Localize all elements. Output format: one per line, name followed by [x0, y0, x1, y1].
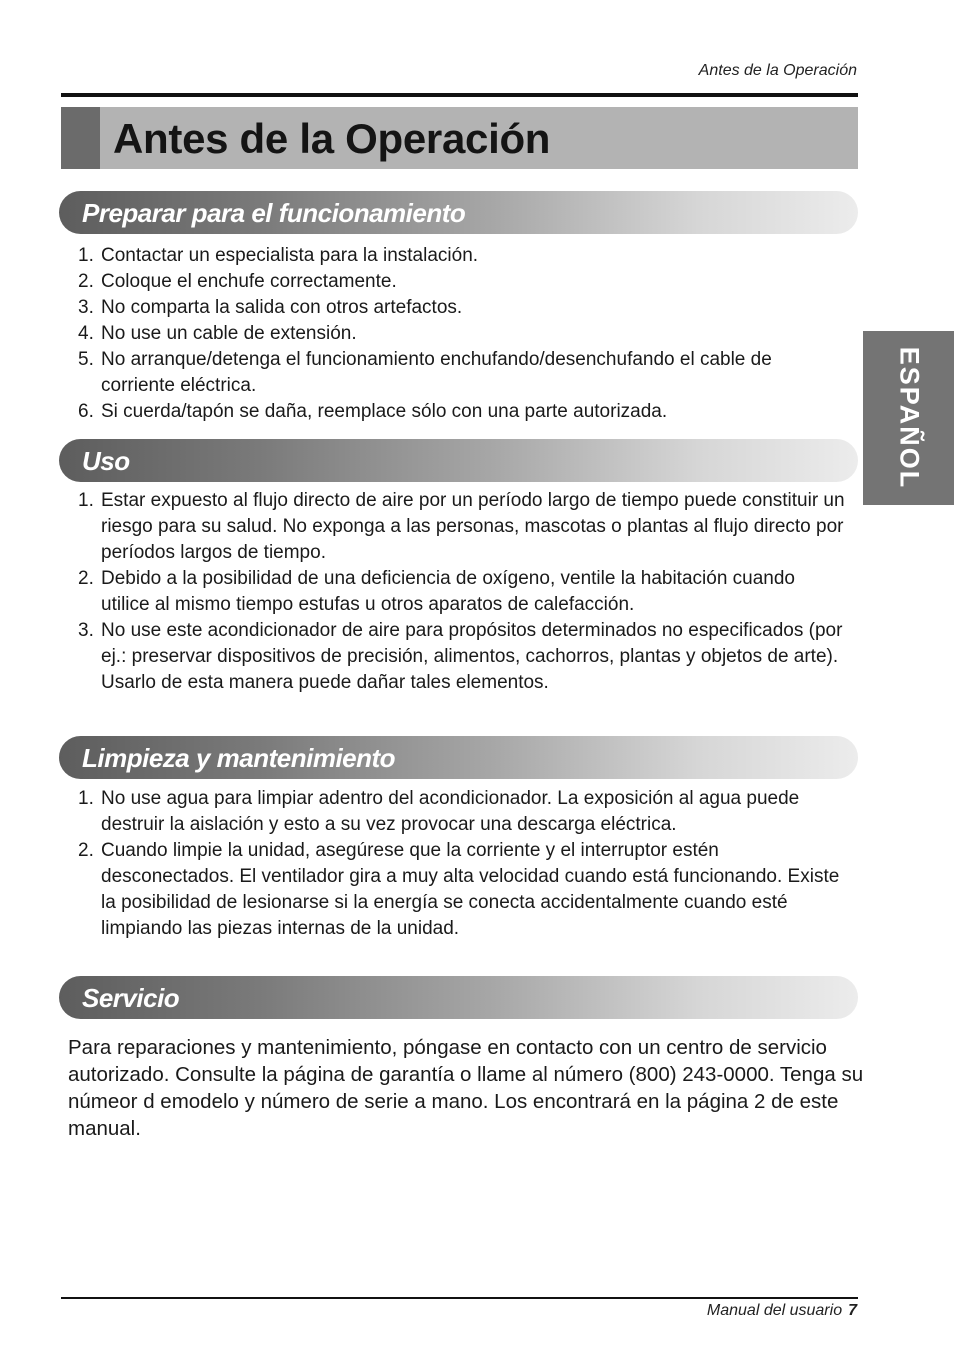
list-item: 2. Cuando limpie la unidad, asegúrese que la corriente y el interruptor estén desconectados. El ventilador gira a muy alta velocidad cuando está funcionando. Existe la posibilidad de lesionarse si la energía se conecta accidentalmente cuando esté limpiando las piezas internas de la unidad. [78, 840, 840, 939]
section-bar-servicio [59, 976, 858, 1019]
section-bar-preparar [59, 191, 858, 234]
list-uso [78, 488, 848, 696]
list-item: 6. Si cuerda/tapón se daña, reemplace sólo con una parte autorizada. [78, 401, 668, 422]
title-bar [61, 107, 858, 169]
list-item: 4. No use un cable de extensión. [78, 323, 357, 344]
side-tab [863, 331, 954, 505]
service-paragraph: Para reparaciones y mantenimiento, póngase en contacto con un centro de servicio autorizado. Consulte la página de garantía o llame al número (800) 243-0000. Tenga su númeor d emodelo y número de serie a mano. Los encontrará en la página 2 de este manual. [68, 1036, 864, 1140]
page-title: Antes de la Operación [113, 115, 551, 162]
page-number: 7 [848, 1302, 857, 1319]
list-limpieza [78, 786, 848, 942]
list-item: 1. Estar expuesto al flujo directo de aire por un período largo de tiempo puede constituir un riesgo para su salud. No exponga a las personas, mascotas o plantas al flujo directo por períodos largos de tiempo. [78, 490, 845, 563]
section-title: Preparar para el funcionamiento [82, 198, 466, 228]
side-tab-label: ESPAÑOL [894, 346, 924, 490]
top-rule [61, 93, 858, 97]
footer-label: Manual del usuario [706, 1302, 843, 1319]
list-item: 2. Coloque el enchufe correctamente. [78, 271, 397, 292]
list-preparar [78, 243, 848, 425]
section-title: Uso [82, 446, 130, 476]
section-title: Limpieza y mantenimiento [82, 743, 396, 773]
list-item: 1. No use agua para limpiar adentro del acondicionador. La exposición al agua puede destruir la aislación y esto a su vez provocar una descarga eléctrica. [78, 788, 800, 835]
running-header: Antes de la Operación [698, 62, 857, 79]
list-item: 1. Contactar un especialista para la instalación. [78, 245, 479, 266]
bottom-rule [61, 1297, 858, 1299]
section-bar-uso [59, 439, 858, 482]
footer [707, 1302, 857, 1320]
list-item: 3. No comparta la salida con otros artefactos. [78, 297, 463, 318]
section-title: Servicio [82, 983, 180, 1013]
list-item: 5. No arranque/detenga el funcionamiento enchufando/desenchufando el cable de corriente eléctrica. [78, 349, 772, 396]
section-bar-limpieza [59, 736, 858, 779]
title-accent-block [61, 107, 100, 169]
list-item: 2. Debido a la posibilidad de una deficiencia de oxígeno, ventile la habitación cuando utilice al mismo tiempo estufas u otros aparatos de calefacción. [78, 568, 796, 615]
list-item: 3. No use este acondicionador de aire para propósitos determinados no especificados (por ej.: preservar dispositivos de precisión, alimentos, cachorros, plantas y objetos de arte). Usarlo de esta manera puede dañar tales elementos. [78, 620, 843, 693]
